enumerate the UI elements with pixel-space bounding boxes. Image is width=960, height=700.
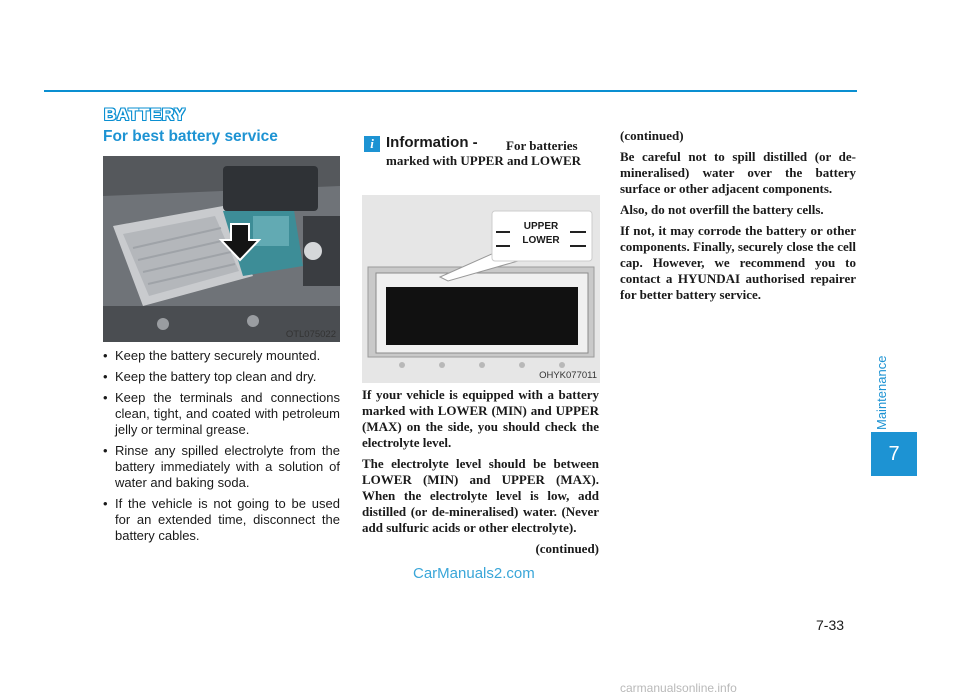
chapter-number-tab: 7 — [871, 432, 917, 476]
information-subtitle: For batteries marked with UPPER and LOWER — [386, 138, 582, 168]
bullet-item: • Keep the battery top clean and dry. — [103, 369, 340, 385]
middle-column-text — [362, 387, 599, 562]
watermark-link[interactable]: CarManuals2.com — [413, 565, 535, 582]
bullet-item: • If the vehicle is not going to be used for an extended time, disconnect the battery cables. — [103, 496, 340, 544]
engine-bay-illustration — [103, 156, 340, 342]
footer-watermark: carmanualsonline.info — [620, 681, 737, 695]
paragraph: Also, do not overfill the battery cells. — [620, 202, 824, 217]
lower-label: LOWER — [522, 235, 560, 246]
paragraph: If your vehicle is equipped with a battery marked with LOWER (MIN) and UPPER (MAX) on the side, you should check the electrolyte level. — [362, 387, 599, 450]
paragraph: If not, it may corrode the battery or other components. Finally, securely close the cell cap. However, we recommend you to contact a HYUNDAI authorised repairer for better battery service. — [620, 223, 856, 302]
paragraph: Be careful not to spill distilled (or de-mineralised) water over the battery surface or other adjacent components. — [620, 149, 856, 196]
diagram-code: OHYK077011 — [539, 370, 597, 381]
continued-note: (continued) — [535, 541, 599, 556]
info-icon: i — [364, 136, 380, 152]
battery-level-diagram — [362, 195, 600, 383]
section-title: BATTERY — [104, 105, 186, 124]
engine-bay-photo — [103, 156, 340, 342]
continued-heading: (continued) — [620, 128, 684, 143]
photo-code: OTL075022 — [285, 329, 336, 340]
paragraph: The electrolyte level should be between LOWER (MIN) and UPPER (MAX). When the electrolyte level is low, add distilled (or de-mineralised) water. (Never add sulfuric acids or other electrolyte). — [362, 456, 599, 535]
page-number: 7-33 — [816, 617, 845, 633]
bullet-item: • Keep the battery securely mounted. — [103, 348, 340, 364]
top-rule — [44, 90, 857, 92]
bullet-item: • Rinse any spilled electrolyte from the battery immediately with a solution of water and baking soda. — [103, 443, 340, 491]
right-column-text — [620, 128, 856, 308]
information-label: Information - — [386, 134, 478, 151]
sub-title: For best battery service — [103, 128, 278, 145]
bullet-item: • Keep the terminals and connections clean, tight, and coated with petroleum jelly or terminal grease. — [103, 390, 340, 438]
side-tab-label: Maintenance — [874, 355, 889, 430]
upper-label: UPPER — [523, 221, 559, 232]
bullet-list — [103, 348, 340, 549]
